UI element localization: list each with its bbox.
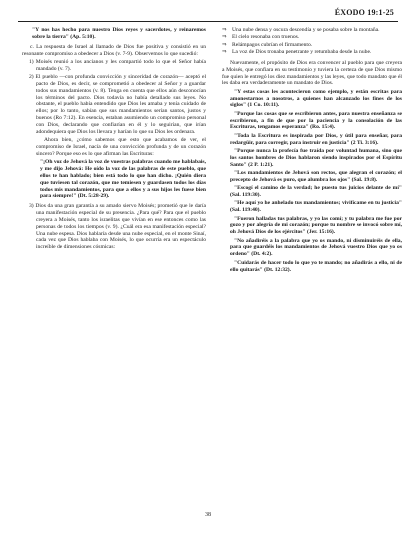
scripture-quote: "Los mandamientos de Jehová son rectos, que alegran el corazón; el precepto de Jehová es puro, que alumbra los ojos" (Sal. 19:8). xyxy=(230,170,402,183)
list-item: ⇒ El cielo resonaba con truenos. xyxy=(222,34,300,41)
double-arrow-icon: ⇒ xyxy=(222,27,227,33)
double-arrow-icon: ⇒ xyxy=(222,34,227,41)
list-item: ⇒ Una nube densa y oscura descendía y se posaba sobre la montaña. xyxy=(222,27,380,33)
scripture-quote-block xyxy=(230,89,402,274)
list-item: ⇒ Relámpagos cubrían el firmamento. xyxy=(222,41,313,48)
scripture-quote: "No añadiréis a la palabra que yo os mando, ni disminuiréis de ella, para que guardéis los mandamientos de Jehová vuestro Dios que yo os ordeno" (Dt. 4:2). xyxy=(230,237,402,258)
scripture-quote: "Y nos has hecho para nuestro Dios reyes y sacerdotes, y reinaremos sobre la tierra" (Ap. 5:10). xyxy=(32,27,206,40)
scripture-quote: "Y estas cosas les acontecieron como ejemplo, y están escritas para amonestarnos a nosotros, a quienes han alcanzado los fines de los siglos" (1 Co. 10:11). xyxy=(230,88,402,109)
numbered-point: 3) Dios da una gran garantía a su amado siervo Moisés; prometió que le daría una manifestación especial de su presencia. ¿Para qué? Para que el pueblo creyera a Moisés, tanto los israelitas que vivían en ese entonces como las personas de todos los tiempos (v. 9). ¿Cuál era esa manifestación especial? Una nube espesa. Dios hablaría desde una nube especial, en el monte Sinaí, cada vez que Dios hablaba con Moisés, lo que ocurría era un espectáculo increíble de dimensiones cósmicas: xyxy=(29,203,206,251)
scripture-quote: "¡Oh voz de Jehová la voz de vuestras palabras cuando me hablabais, y me dijo Jehová: He oído la voz de las palabras de este pueblo, que ellos te han hablado; bien está todo lo que han dicho. ¡Quién diera que tuviesen tal corazón, que me temiesen y guardasen todos los días todos mis mandamientos, para que a ellos y a sus hijos les fuese bien para siempre!" (Dt. 5:28-29). xyxy=(40,159,206,200)
numbered-point: 2) El pueblo —con profunda convicción y sinceridad de corazón— aceptó el pacto de Dios, es decir, se comprometió a obedecer al Señor y a guardar todos sus mandamientos (v. 8). Tenga en cuenta que ellos aún desconocían los términos del pacto. Dios todavía no había detallado sus leyes. No obstante, el pueblo había entendido que Dios les amaba y tenía cuidado de ellos; por lo tanto, sabían que sus mandamientos serían santos, justos y buenos (Ro 7:12). En esencia, estaban asumiendo un compromiso personal con Dios, declarando que confiarían en él y lo seguirían, que irían adondequiera que Dios los llevara y harían lo que su Dios les ordenara. xyxy=(29,74,206,135)
numbered-point: 1) Moisés reunió a los ancianos y les compartió todo lo que el Señor había mandado (v. 7). xyxy=(29,58,206,72)
double-arrow-icon: ⇒ xyxy=(222,49,227,56)
scripture-quote: "Fueron halladas tus palabras, y yo las comí; y tu palabra me fue por gozo y por alegría de mi corazón; porque tu nombre se invocó sobre mí, oh Jehová Dios de los ejércitos" (Jer. 15:16). xyxy=(230,215,402,236)
left-column xyxy=(22,27,206,253)
paragraph: Nuevamente, el propósito de Dios era convencer al pueblo para que creyera a Moisés, que confiara en su testimonio y tuviera la certeza de que Dios mismo fue quien le entregó los diez mandamientos y las leyes, que todo mandato que él les daba era verdaderamente un mandato de Dios. xyxy=(222,59,402,87)
paragraph: Ahora bien, ¿cómo sabemos que esto que acabamos de ver, el compromiso de Israel, nacía de una convicción profunda y de un corazón sincero? Porque eso es lo que afirman las Escrituras: xyxy=(36,137,206,157)
scripture-quote: "Toda la Escritura es inspirada por Dios, y útil para enseñar, para redargüir, para corregir, para instruir en justicia" (2 Ti. 3:16). xyxy=(230,132,402,146)
page-header xyxy=(18,8,398,22)
running-title: ÉXODO 19:1-25 xyxy=(334,8,394,17)
arrow-list xyxy=(222,27,402,56)
scripture-quote: "Cuidarás de hacer todo lo que yo te mando; no añadirás a ello, ni de ello quitarás" (Dt. 12:32). xyxy=(230,259,402,273)
paragraph: c. La respuesta de Israel al llamado de Dios fue positiva y consistió en un resonante compromiso a obedecer a Dios (v. 7-9). Observemos lo que sucedió: xyxy=(22,43,206,57)
list-item: ⇒ La voz de Dios tronaba penetrante y retumbaba desde la nube. xyxy=(222,49,372,56)
right-column xyxy=(222,27,402,275)
page-number: 38 xyxy=(205,512,211,518)
scripture-quote: "Porque nunca la profecía fue traída por voluntad humana, sino que los santos hombres de Dios hablaron siendo inspirados por el Espíritu Santo" (2 P. 1:21). xyxy=(230,148,402,168)
scripture-quote: "Escogí el camino de la verdad; he puesto tus juicios delante de mí" (Sal. 119:30). xyxy=(230,185,402,199)
double-arrow-icon: ⇒ xyxy=(222,41,227,48)
scripture-quote: "He aquí yo he anhelado tus mandamientos; vivifícame en tu justicia" (Sal. 119:40). xyxy=(230,200,402,214)
scripture-quote: "Porque las cosas que se escribieron antes, para nuestra enseñanza se escribieron, a fin de que por la paciencia y la consolación de las Escrituras, tengamos esperanza" (Ro. 15:4). xyxy=(230,110,402,131)
